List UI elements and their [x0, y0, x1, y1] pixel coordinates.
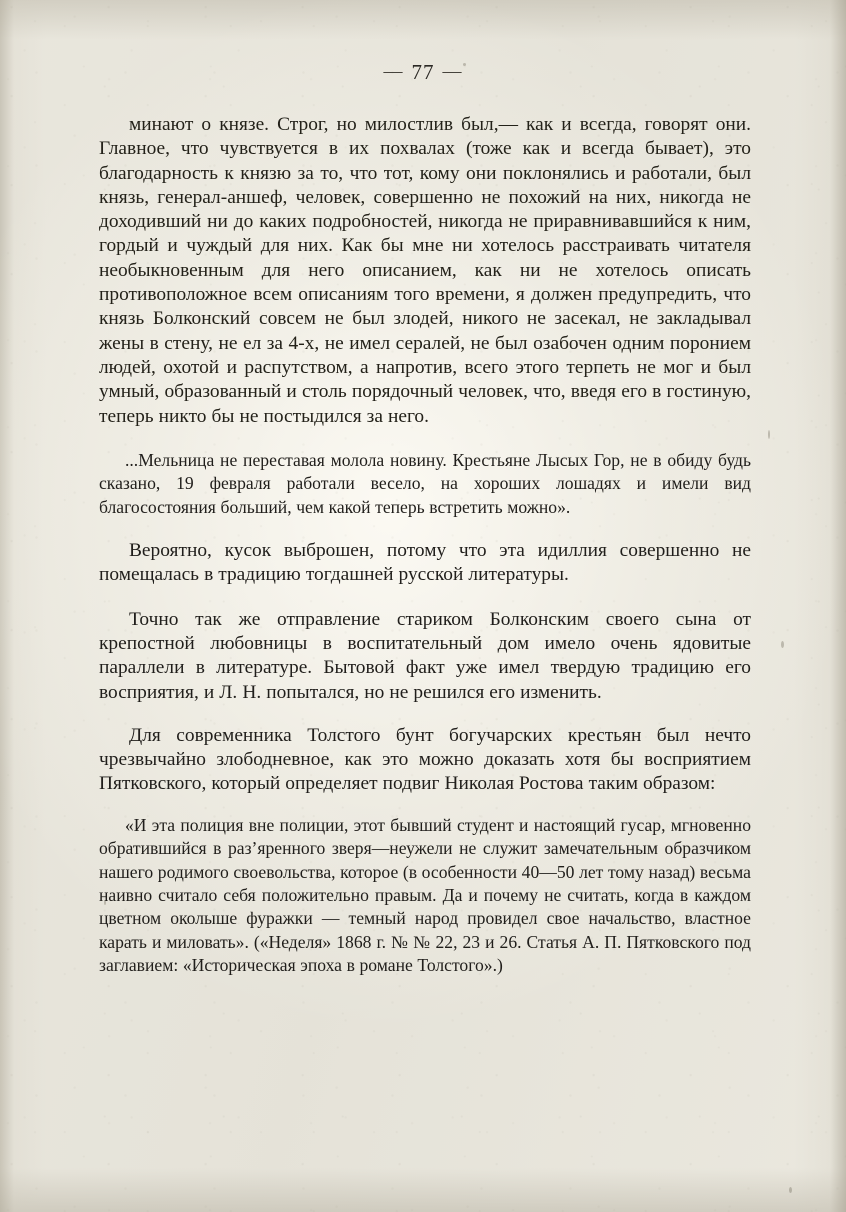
- scan-speck: [781, 641, 784, 648]
- page-folio: [0, 60, 846, 85]
- folio-dash-right: —: [442, 61, 463, 82]
- paragraph-tochno-tak-zhe: Точно так же отправление стариком Болконским своего сына от крепостной любовницы в воспитательный дом имело очень ядовитые параллели в литературе. Бытовой факт уже имел твердую традицию его восприятия, и Л. Н. попытался, но не решился его изменить.: [99, 608, 751, 703]
- folio-dash-left: —: [383, 61, 404, 82]
- paragraph-continuation: минают о князе. Строг, но милостлив был,— как и всегда, говорят они. Главное, что чувствуется в их похвалах (тоже как и всегда бывает), это благодарность к князю за то, что тот, кому они поклонялись и работали, был князь, генерал-аншеф, человек, совершенно не похожий на них, никогда не доходивший ни до каких подробностей, никогда не приравнивавшийся к ним, гордый и чуждый для них. Как бы мне ни хотелось расстраивать читателя необыкновенным для него описанием, как ни не хотелось описать противоположное всем описаниям того времени, я должен предупредить, что князь Болконский совсем не был злодей, никого не засекал, не закладывал жены в стену, не ел за 4-х, не имел сералей, не был озабочен одним поронием людей, охотой и распутством, а напротив, всего этого терпеть не мог и был умный, образованный и столь порядочный человек, что, введя его в гостиную, теперь никто бы не постыдился за него.: [99, 114, 751, 427]
- text-column: [99, 113, 751, 978]
- scan-speck: [768, 430, 770, 439]
- folio-page-number: 77: [411, 60, 435, 84]
- paragraph-mill-quote: ...Мельница не переставая молола новину. Крестьяне Лысых Гор, не в обиду будь сказано, 19 февраля работали весело, на хороших лошадях и имели вид благосостояния больший, чем какой теперь встретить можно».: [99, 449, 751, 517]
- paragraph-dlya-sovremennika: Для современника Толстого бунт богучарских крестьян был нечто чрезвычайно злободневное, как это можно доказать хотя бы восприятием Пятковского, который определяет подвиг Николая Ростова таким образом:: [99, 724, 751, 795]
- paragraph-pyatkovsky-quote: «И эта полиция вне полиции, этот бывший студент и настоящий гусар, мгновенно обратившийся в раз’яренного зверя—неужели не служит замечательным образчиком нашего родимого своевольства, которое (в особенности 40—50 лет тому назад) весьма наивно считало себя положительно правым. Да и почему не считать, когда в каждом цветном околыше фуражки — темный народ провидел свое начальство, властное карать и миловать». («Неделя» 1868 г. № № 22, 23 и 26. Статья А. П. Пятковского под заглавием: «Историческая эпоха в романе Толстого».): [99, 814, 751, 976]
- scan-speck: [789, 1187, 792, 1193]
- paragraph-veroyatno: Вероятно, кусок выброшен, потому что эта идиллия совершенно не помещалась в традицию тогдашней русской литературы.: [99, 540, 751, 586]
